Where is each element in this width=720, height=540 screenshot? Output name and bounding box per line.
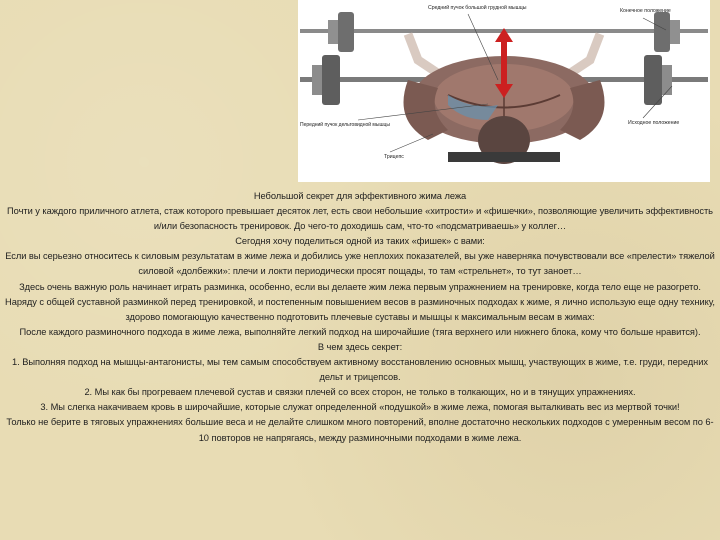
paragraph: После каждого разминочного подхода в жиме лежа, выполняйте легкий подход на широчайшие (тяга верхнего или нижнего блока, кому что больше нравится). [19, 326, 701, 337]
article [4, 189, 716, 446]
paragraph: Здесь очень важную роль начинает играть разминка, особенно, если вы делаете жим лежа первым упражнением на тренировке, когда тело еще не разогрето. [19, 281, 701, 292]
paragraph: Только не берите в тяговых упражнениях большие веса и не делайте слишком много повторений, вполне достаточно нескольких подходов с умеренным весом по 6-10 повторов не напрягаясь, между разминочными подходами в жиме лежа. [6, 417, 714, 443]
paragraph: 1. Выполняя подход на мышцы-антагонисты, мы тем самым способствуем активному восстановлению основных мышц, участвующих в жиме, т.е. груди, передних дельт и трицепсов. [12, 357, 708, 383]
label-deltoid: Передний пучок дельтовидной мышцы [300, 122, 390, 128]
bench-press-illustration [298, 0, 710, 182]
paragraph: 2. Мы как бы прогреваем плечевой сустав и связки плечей со всех сторон, не только в толкающих, но и в тянущих упражнениях. [84, 387, 636, 398]
paragraph: Если вы серьезно относитесь к силовым результатам в жиме лежа и добились уже неплохих показателей, вы уже наверняка почувствовали все «прелести» тяжелой силовой «долбежки»: плечи и локти периодически просят пощады, то там «стрельнет», то тут занoет… [5, 251, 715, 277]
label-end-position: Конечное положение [620, 8, 671, 14]
label-start-position: Исходное положение [628, 120, 680, 126]
bench-press-drawing [298, 0, 710, 182]
paragraph: В чем здесь секрет: [317, 341, 403, 352]
paragraph: Наряду с общей суставной разминкой перед тренировкой, и постепенным повышением весов в разминочных подходах к жиме, я лично использую еще одну технику, здорово помогающую качественно подготовить плечевые суставы и мышцы к максимальным весам в жимах: [5, 296, 715, 322]
bench [448, 152, 560, 162]
label-triceps: Трицепс [384, 154, 404, 160]
paragraph: 3. Мы слегка накачиваем кровь в широчайшие, которые служат определенной «подушкой» в жиме лежа, помогая выталкивать вес из мертвой точки! [40, 402, 680, 413]
label-top: Средний пучок большой грудной мышцы [428, 5, 527, 11]
article-title: Небольшой секрет для эффективного жима лежа [253, 191, 467, 201]
paragraph: Сегодня хочу поделиться одной из таких «фишек» с вами: [235, 236, 485, 247]
paragraph: Почти у каждого приличного атлета, стаж которого превышает десяток лет, есть свои небольшие «хитрости» и «фишечки», позволяющие увеличить эффективность и/или безопасность тренировок. До чего-то доходишь сам, что-то «подсматриваешь» у коллег… [7, 206, 713, 232]
